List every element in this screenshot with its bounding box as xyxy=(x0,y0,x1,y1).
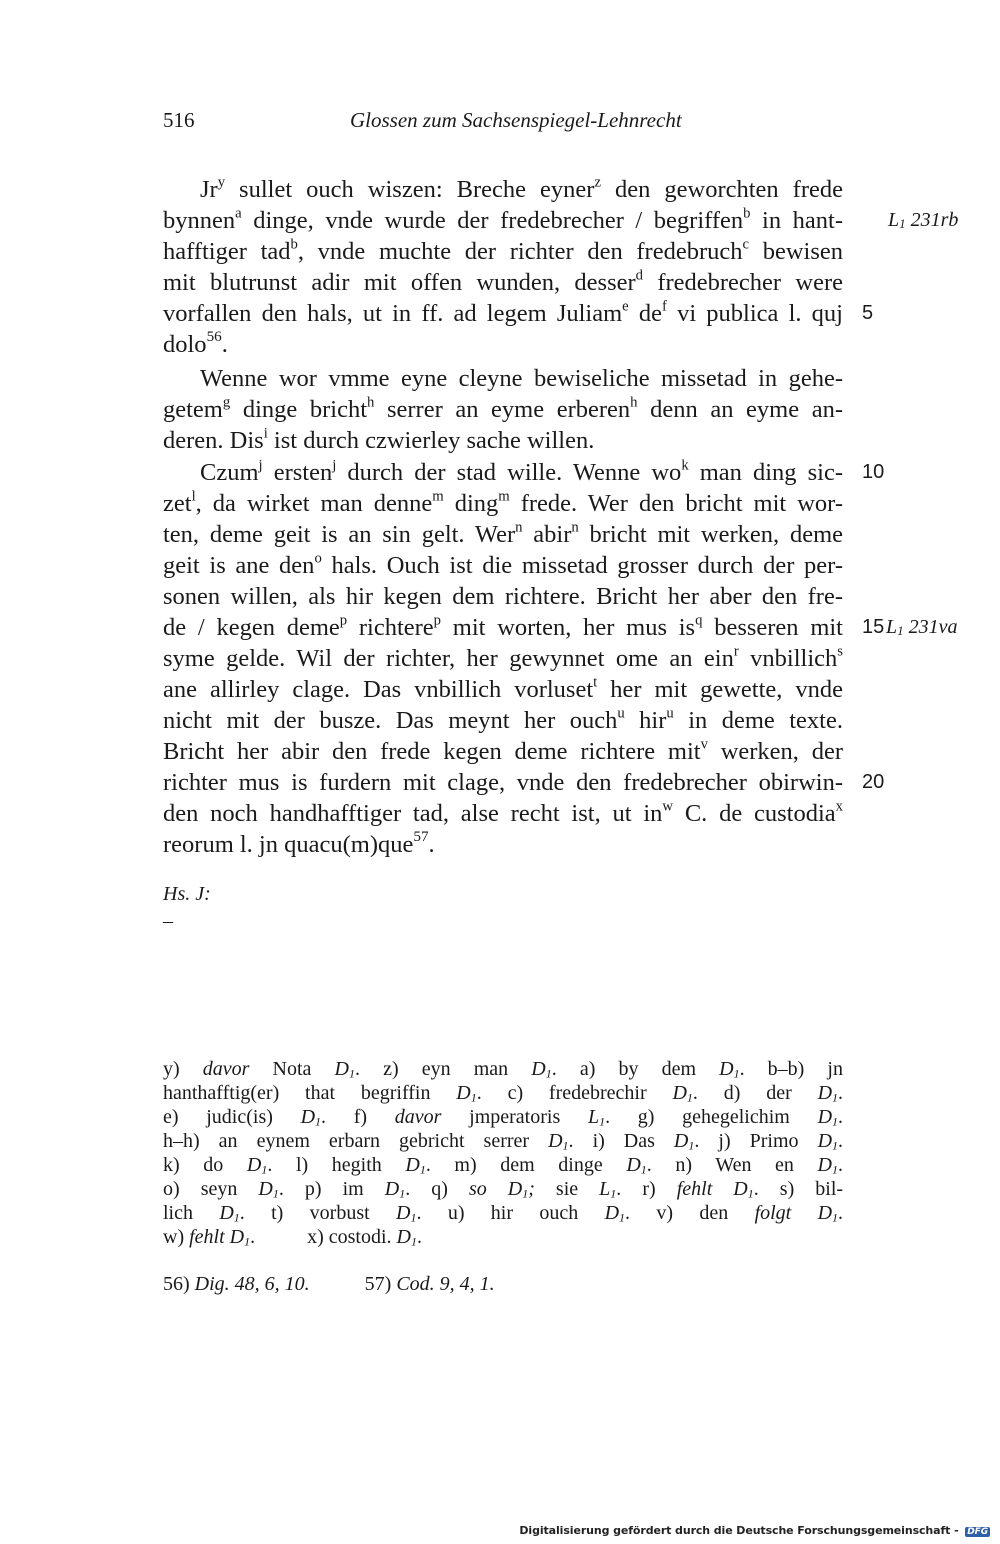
text-line-12: ten, deme geit is an sin gelt. Wer$^n$ abir$^n$ bricht mit werken, deme xyxy=(163,519,843,548)
note-56: 56) Dig. 48, 6, 10. xyxy=(163,1273,310,1295)
text-line-14: sonen willen, als hir kegen dem richtere. Bricht her aber den fre- xyxy=(163,583,843,610)
folio-siglum-231va: $L_1$ 231va xyxy=(886,616,958,638)
text-line-15: de / kegen deme$^p$ richtere$^p$ mit worten, her mus $is^q$ besseren mit xyxy=(163,612,843,641)
page-number: 516 xyxy=(163,108,195,132)
line-number-5: 5 xyxy=(862,302,874,324)
text-line-8: getem$^g$ dinge bricht$^h$ serrer an eyme erberen$^h$ denn an eyme an- xyxy=(163,394,843,423)
note-57: 57) Cod. 9, 4, 1. xyxy=(364,1273,495,1295)
dfg-logo: DFG xyxy=(967,1527,988,1537)
manuscript-dash: – xyxy=(163,910,173,932)
folio-siglum-231rb: $L_1$ 231rb xyxy=(888,209,959,231)
apparatus-row-4: h–h) an eynem erbarn gebricht serrer $D_1$. i) Das $D_1$. j) Primo $D_1$. xyxy=(163,1130,844,1153)
apparatus-row-5: k) do $D_1$. l) hegith $D_1$. m) dem dinge $D_1$. n) Wen en $D_1$. xyxy=(163,1154,843,1177)
text-line-13: geit is ane den$^o$ hals. Ouch ist die missetad grosser durch der per- xyxy=(163,550,843,579)
apparatus-row-1: y) davor Nota $D_1$. z) eyn man $D_1$. a) by dem $D_1$. b–b) jn xyxy=(163,1058,843,1081)
line-number-15: 15 xyxy=(862,616,885,638)
text-line-3: hafftiger tad$^b$, vnde muchte der richter den fredebruch$^c$ bewisen xyxy=(163,236,843,265)
text-line-9: deren. Dis$^i$ ist durch czwierley sache willen. xyxy=(163,425,595,454)
line-number-20: 20 xyxy=(862,771,885,793)
line-number-10: 10 xyxy=(862,461,885,483)
manuscript-label: Hs. J: xyxy=(163,883,211,905)
digitization-footer: Digitalisierung gefördert durch die Deutsche Forschungsgemeinschaft - DFG xyxy=(519,1524,988,1537)
text-line-6: dolo$^{56}$. xyxy=(163,328,228,358)
text-line-16: syme gelde. Wil der richter, her gewynnet ome an ein$^r$ vnbillich$^s$ xyxy=(163,643,843,672)
apparatus-row-8: w) fehlt $D_1$. x) costodi. $D_1$. xyxy=(163,1226,422,1249)
text-line-2: bynnen$^a$ dinge, vnde wurde der fredebrecher / begriffen$^b$ in hant- xyxy=(163,205,843,234)
text-line-1: Jr$^y$ sullet ouch wiszen: Breche eyner$^z$ den geworchten frede xyxy=(200,174,843,203)
apparatus-row-6: o) seyn $D_1$. p) im $D_1$. q) so $D_1$; sie $L_1$. r) fehlt $D_1$. s) bil- xyxy=(163,1178,844,1201)
text-line-18: nicht mit der busze. Das meynt her ouch$^u$ hir$^u$ in deme texte. xyxy=(163,705,843,734)
apparatus-row-2: hanthafftig(er) that begriffin $D_1$. c) fredebrechir $D_1$. d) der $D_1$. xyxy=(163,1082,844,1105)
text-line-5: vorfallen den hals, ut in ff. ad legem Juliam$^e$ $de^f$ vi publica l. quj xyxy=(163,298,843,327)
text-line-21: den noch handhafftiger tad, alse recht ist, ut $in^w$ C. de custodia$^x$ xyxy=(163,798,843,827)
text-line-20: richter mus is furdern mit clage, vnde den fredebrecher obirwin- xyxy=(163,769,843,796)
text-line-19: Bricht her abir den frede kegen deme richtere mit$^v$ werken, der xyxy=(163,736,843,765)
text-line-10: Czum$^j$ ersten$^j$ durch der stad wille. Wenne $wo^k$ man ding sic- xyxy=(200,457,843,486)
text-line-11: zet$^l$, da wirket man denne$^m$ ding$^m$ frede. Wer den bricht mit wor- xyxy=(163,488,843,517)
text-line-22: reorum l. jn quacu(m)que$^{57}$. xyxy=(163,828,435,858)
running-title: Glossen zum Sachsenspiegel-Lehnrecht xyxy=(350,108,682,132)
source-notes xyxy=(163,1272,495,1296)
text-line-4: mit blutrunst adir mit offen wunden, desser$^d$ fredebrecher were xyxy=(163,267,844,296)
text-line-7: Wenne wor vmme eyne cleyne bewiseliche missetad in gehe- xyxy=(200,365,843,392)
text-line-17: ane allirley clage. Das vnbillich vorluset$^t$ her mit gewette, vnde xyxy=(163,674,843,703)
apparatus-row-7: lich $D_1$. t) vorbust $D_1$. u) hir ouch $D_1$. v) den folgt $D_1$. xyxy=(163,1202,844,1225)
apparatus-row-3: e) judic(is) $D_1$. f) davor jmperatoris $L_1$. g) gehegelichim $D_1$. xyxy=(163,1106,844,1129)
